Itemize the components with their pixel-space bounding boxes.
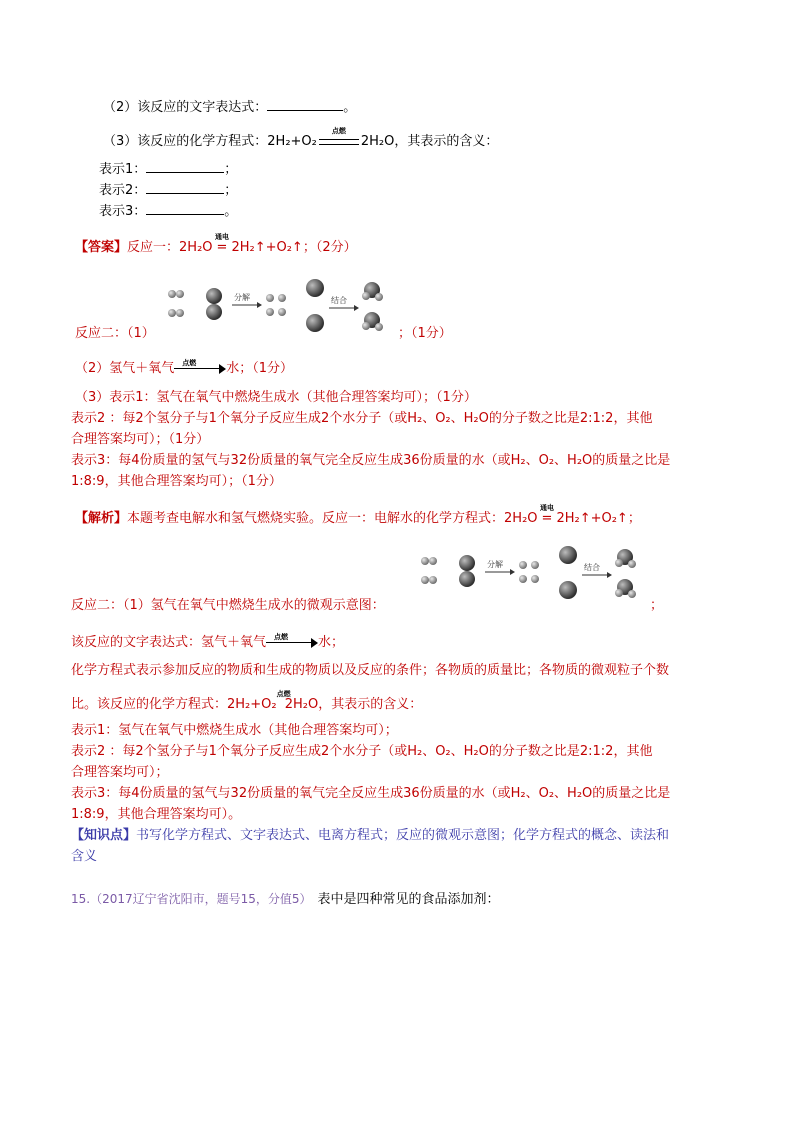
analysis-l1-eq: 通电 = [538,510,557,528]
analysis-l7b: 合理答案均可）； [71,765,169,780]
q3-arrow [317,127,361,151]
q2-label: （2）该反应的文字表达式： [103,100,268,115]
analysis-l5-a: 比。该反应的化学方程式： [71,697,228,712]
answer-p2-line [75,360,293,378]
answer-p2-b: 水；（1分） [226,361,294,376]
q2-end: 。 [343,100,357,115]
analysis-l1-cond: 通电 [539,504,554,512]
answer-r2-score-line [398,325,452,343]
analysis-combine-label: 结合 [584,563,600,572]
analysis-l3-arrow [266,632,318,648]
knowledge-line-1 [71,827,669,845]
answer-p3-2b: 合理答案均可）；（1分） [71,432,210,447]
analysis-l5-cond: 点燃 [276,690,291,698]
answer-tag: 【答案】 [75,240,128,255]
question-3 [103,127,499,151]
answer-r1-rhs: 2H₂↑+O₂↑ [231,240,303,255]
analysis-l1: 本题考查电解水和氢气燃烧实验。反应一：电解水的化学方程式： [127,511,505,526]
answer-r1-score: ；（2分） [302,240,357,255]
rep1-line [99,160,237,179]
analysis-l2-end: ； [650,598,664,613]
answer-combine-label: 结合 [331,296,347,305]
analysis-micro-diagram [418,543,648,605]
analysis-l7a: 表示2 ：每2个氢分子与1个氧分子反应生成2个水分子（或H₂、O₂、H₂O的分子数之比是2:1:2，其他 [71,744,653,759]
rep2-line [99,181,237,200]
answer-r1-lhs: 2H₂O [179,240,213,255]
analysis-l3-cond: 点燃 [274,632,289,641]
analysis-l5-lhs: 2H₂+O₂ [227,697,277,712]
knowledge-tag: 【知识点】 [71,828,137,843]
q3-cond: 点燃 [331,127,346,135]
answer-r2-line [75,325,155,343]
answer-r1-cond: 通电 [214,233,229,241]
rep2-end: ； [224,183,238,198]
rep1-label: 表示1： [99,162,147,177]
analysis-line-1 [75,504,641,528]
rep2-label: 表示2： [99,183,147,198]
analysis-l5-eq [276,690,291,714]
answer-line-1 [75,233,357,257]
answer-r2-prefix: 反应二：（1） [75,326,155,341]
answer-decompose-label: 分解 [234,293,250,302]
answer-p3-3b: 1:8:9，其他合理答案均可）；（1分） [71,474,282,489]
answer-p3-3a: 表示3：每4份质量的氢气与32份质量的氧气完全反应生成36份质量的水（或H₂、O₂、H₂O的质量之比是 [71,453,671,468]
analysis-l6: 表示1：氢气在氧气中燃烧生成水（其他合理答案均可）； [71,723,398,738]
rep2-blank [146,181,224,194]
analysis-l8b: 1:8:9，其他合理答案均可）。 [71,807,242,822]
analysis-l8a: 表示3：每4份质量的氢气与32份质量的氧气完全反应生成36份质量的水（或H₂、O₂、H₂O的质量之比是 [71,786,671,801]
rep1-blank [146,160,224,173]
rep3-end: 。 [224,204,238,219]
knowledge-line-2: 含义 [71,849,98,864]
answer-p2-arrow [174,358,226,374]
rep1-end: ； [224,162,238,177]
answer-p2-a: （2）氢气＋氧气 [75,361,175,376]
analysis-decompose-label: 分解 [487,560,503,569]
analysis-l3-b: 水； [318,635,345,650]
answer-r1-eq: 通电 = [213,239,232,257]
analysis-l3 [71,634,344,652]
analysis-l1-lhs: 2H₂O [504,511,538,526]
analysis-tag: 【解析】 [75,511,128,526]
answer-p2-cond: 点燃 [182,358,197,367]
answer-r2-score: ；（1分） [398,326,452,341]
q2-blank [267,98,343,111]
analysis-l5 [71,690,423,714]
knowledge-text-a: 书写化学方程式、文字表达式、电离方程式；反应的微观示意图；化学方程式的概念、读法和 [136,828,670,843]
q15-source: 15.（2017辽宁省沈阳市，题号15，分值5） [71,892,312,906]
q3-label: （3）该反应的化学方程式： [103,134,268,149]
rep3-line [99,202,237,221]
answer-micro-diagram [165,276,395,338]
analysis-l1-rhs: 2H₂↑+O₂↑； [556,511,641,526]
analysis-l2: 反应二：（1）氢气在氧气中燃烧生成水的微观示意图： [71,598,385,613]
answer-p3-2a: 表示2 ：每2个氢分子与1个氧分子反应生成2个水分子（或H₂、O₂、H₂O的分子数之比是2:1:2，其他 [71,411,653,426]
rep3-blank [146,202,224,215]
rep3-label: 表示3： [99,204,147,219]
answer-p3-1: （3）表示1：氢气在氧气中燃烧生成水（其他合理答案均可）；（1分） [75,390,477,405]
answer-r1-prefix: 反应一： [127,240,180,255]
q3-rhs: 2H₂O，其表示的含义： [360,134,499,149]
analysis-l4: 化学方程式表示参加反应的物质和生成的物质以及反应的条件；各物质的质量比；各物质的微观粒子个数 [71,663,670,678]
question-15 [71,890,500,909]
analysis-l3-a: 该反应的文字表达式：氢气＋氧气 [71,635,267,650]
q15-text: 表中是四种常见的食品添加剂： [317,892,500,907]
question-2 [103,98,356,117]
q3-lhs: 2H₂+O₂ [267,134,317,149]
analysis-l5-rhs: 2H₂O，其表示的含义： [284,697,423,712]
